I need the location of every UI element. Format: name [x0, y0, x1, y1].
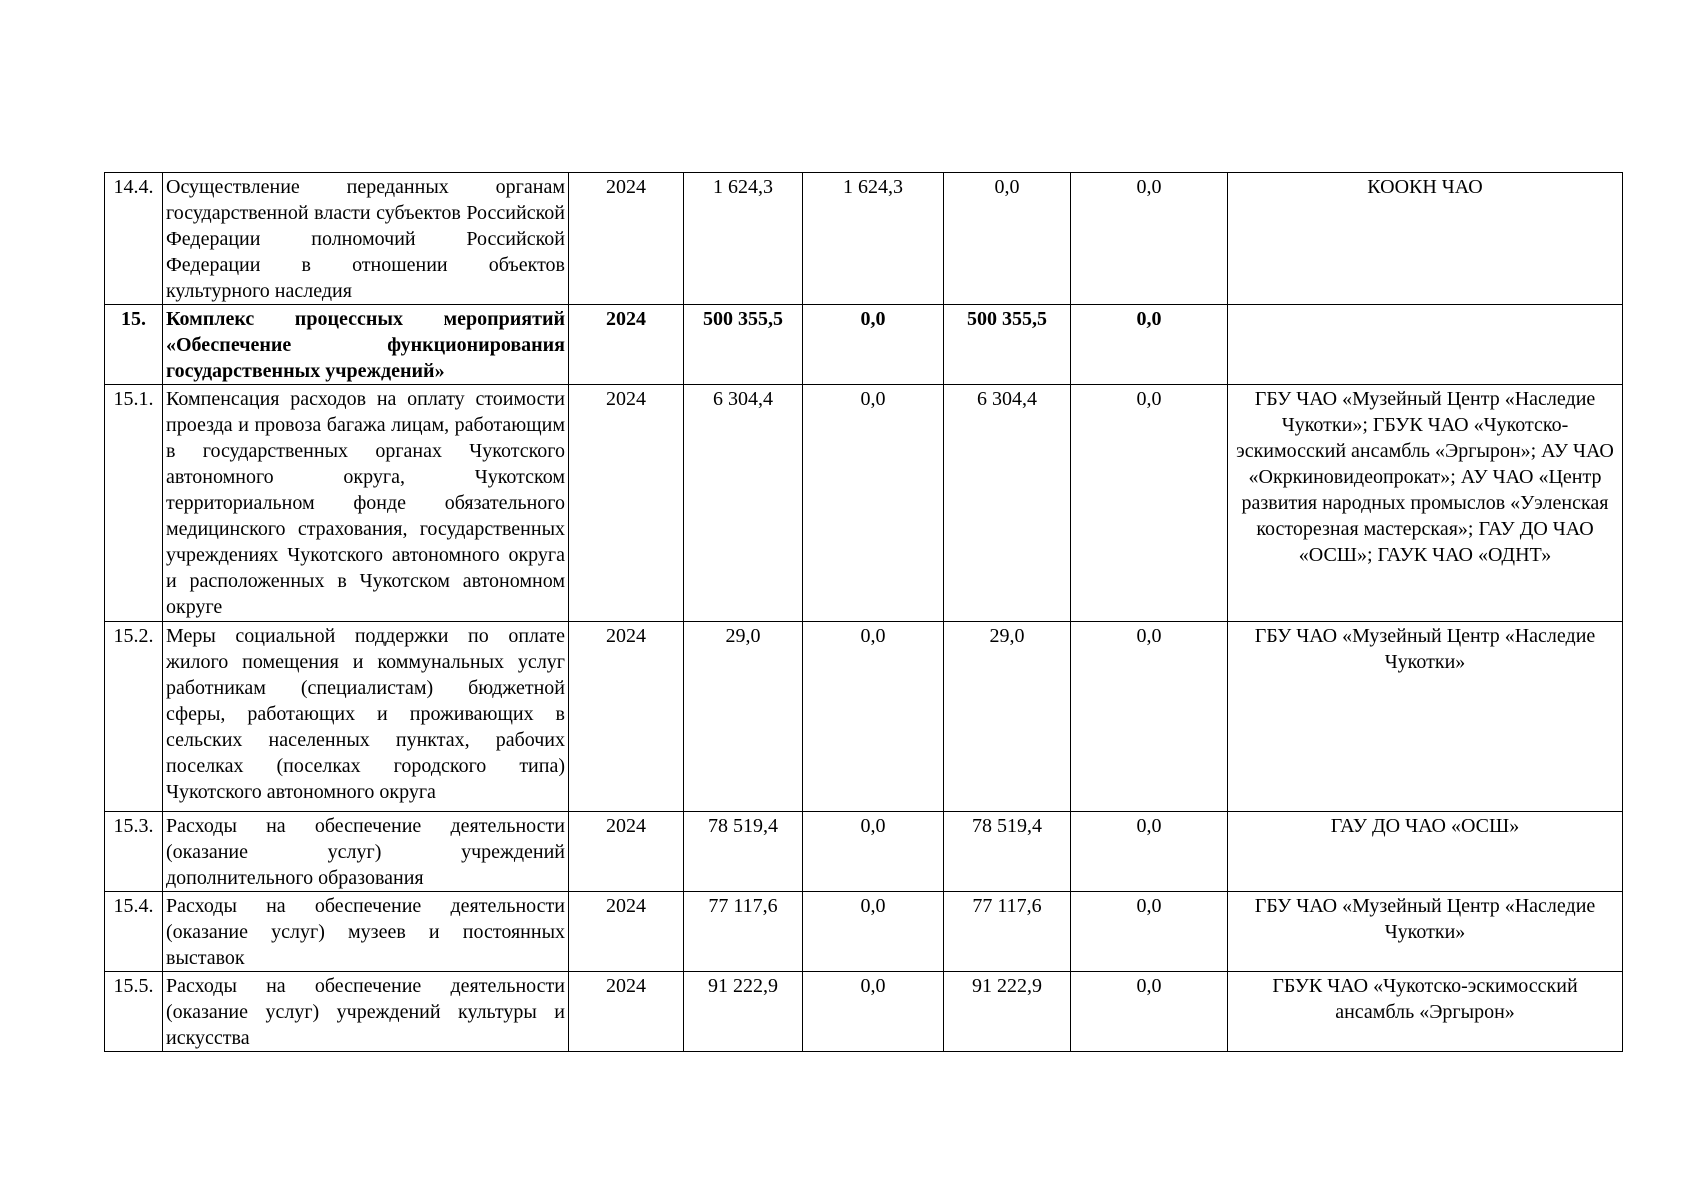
federal-budget-cell: 0,0	[803, 305, 944, 385]
federal-budget-cell: 1 624,3	[803, 173, 944, 305]
activity-name-cell: Расходы на обеспечение деятельности (оказание услуг) музеев и постоянных выставок	[163, 892, 569, 972]
total-amount-cell: 77 117,6	[684, 892, 803, 972]
federal-budget-cell: 0,0	[803, 385, 944, 622]
table-row	[105, 305, 1623, 385]
table-body	[105, 173, 1623, 1052]
regional-budget-cell: 500 355,5	[944, 305, 1071, 385]
year-cell: 2024	[569, 622, 684, 812]
other-sources-cell: 0,0	[1071, 972, 1228, 1052]
total-amount-cell: 6 304,4	[684, 385, 803, 622]
activity-name-cell: Расходы на обеспечение деятельности (оказание услуг) учреждений культуры и искусства	[163, 972, 569, 1052]
activity-name-cell: Расходы на обеспечение деятельности (оказание услуг) учреждений дополнительного образования	[163, 812, 569, 892]
table-row	[105, 972, 1623, 1052]
other-sources-cell: 0,0	[1071, 305, 1228, 385]
total-amount-cell: 1 624,3	[684, 173, 803, 305]
executor-cell: ГБУ ЧАО «Музейный Центр «Наследие Чукотки»	[1228, 892, 1623, 972]
year-cell: 2024	[569, 972, 684, 1052]
total-amount-cell: 78 519,4	[684, 812, 803, 892]
regional-budget-cell: 91 222,9	[944, 972, 1071, 1052]
regional-budget-cell: 0,0	[944, 173, 1071, 305]
total-amount-cell: 91 222,9	[684, 972, 803, 1052]
executor-cell: ГБУ ЧАО «Музейный Центр «Наследие Чукотки»	[1228, 622, 1623, 812]
regional-budget-cell: 77 117,6	[944, 892, 1071, 972]
total-amount-cell: 500 355,5	[684, 305, 803, 385]
regional-budget-cell: 29,0	[944, 622, 1071, 812]
federal-budget-cell: 0,0	[803, 972, 944, 1052]
other-sources-cell: 0,0	[1071, 385, 1228, 622]
program-activities-table	[104, 172, 1623, 1052]
year-cell: 2024	[569, 892, 684, 972]
federal-budget-cell: 0,0	[803, 812, 944, 892]
table-row	[105, 892, 1623, 972]
year-cell: 2024	[569, 385, 684, 622]
executor-cell: КООКН ЧАО	[1228, 173, 1623, 305]
regional-budget-cell: 6 304,4	[944, 385, 1071, 622]
row-number-cell: 15.4.	[105, 892, 163, 972]
other-sources-cell: 0,0	[1071, 892, 1228, 972]
executor-cell	[1228, 305, 1623, 385]
row-number-cell: 15.2.	[105, 622, 163, 812]
other-sources-cell: 0,0	[1071, 173, 1228, 305]
year-cell: 2024	[569, 173, 684, 305]
year-cell: 2024	[569, 305, 684, 385]
row-number-cell: 15.	[105, 305, 163, 385]
regional-budget-cell: 78 519,4	[944, 812, 1071, 892]
federal-budget-cell: 0,0	[803, 892, 944, 972]
row-number-cell: 14.4.	[105, 173, 163, 305]
executor-cell: ГБУ ЧАО «Музейный Центр «Наследие Чукотки»; ГБУК ЧАО «Чукотско-эскимосский ансамбль «Эргырон»; АУ ЧАО «Окркиновидеопрокат»; АУ ЧАО «Центр развития народных промыслов «Уэленская косторезная мастерская»; ГАУ ДО ЧАО «ОСШ»; ГАУК ЧАО «ОДНТ»	[1228, 385, 1623, 622]
activity-name-cell: Компенсация расходов на оплату стоимости проезда и провоза багажа лицам, работающим в государственных органах Чукотского автономного округа, Чукотском территориальном фонде обязательного медицинского страхования, государственных учреждениях Чукотского автономного округа и расположенных в Чукотском автономном округе	[163, 385, 569, 622]
table-row	[105, 622, 1623, 812]
other-sources-cell: 0,0	[1071, 812, 1228, 892]
executor-cell: ГАУ ДО ЧАО «ОСШ»	[1228, 812, 1623, 892]
executor-cell: ГБУК ЧАО «Чукотско-эскимосский ансамбль «Эргырон»	[1228, 972, 1623, 1052]
year-cell: 2024	[569, 812, 684, 892]
row-number-cell: 15.1.	[105, 385, 163, 622]
table-row	[105, 385, 1623, 622]
activity-name-cell: Осуществление переданных органам государственной власти субъектов Российской Федерации полномочий Российской Федерации в отношении объектов культурного наследия	[163, 173, 569, 305]
activity-name-cell: Комплекс процессных мероприятий «Обеспечение функционирования государственных учреждений»	[163, 305, 569, 385]
federal-budget-cell: 0,0	[803, 622, 944, 812]
table-row	[105, 812, 1623, 892]
table-row	[105, 173, 1623, 305]
total-amount-cell: 29,0	[684, 622, 803, 812]
activity-name-cell: Меры социальной поддержки по оплате жилого помещения и коммунальных услуг работникам (специалистам) бюджетной сферы, работающих и проживающих в сельских населенных пунктах, рабочих поселках (поселках городского типа) Чукотского автономного округа	[163, 622, 569, 812]
row-number-cell: 15.5.	[105, 972, 163, 1052]
other-sources-cell: 0,0	[1071, 622, 1228, 812]
row-number-cell: 15.3.	[105, 812, 163, 892]
